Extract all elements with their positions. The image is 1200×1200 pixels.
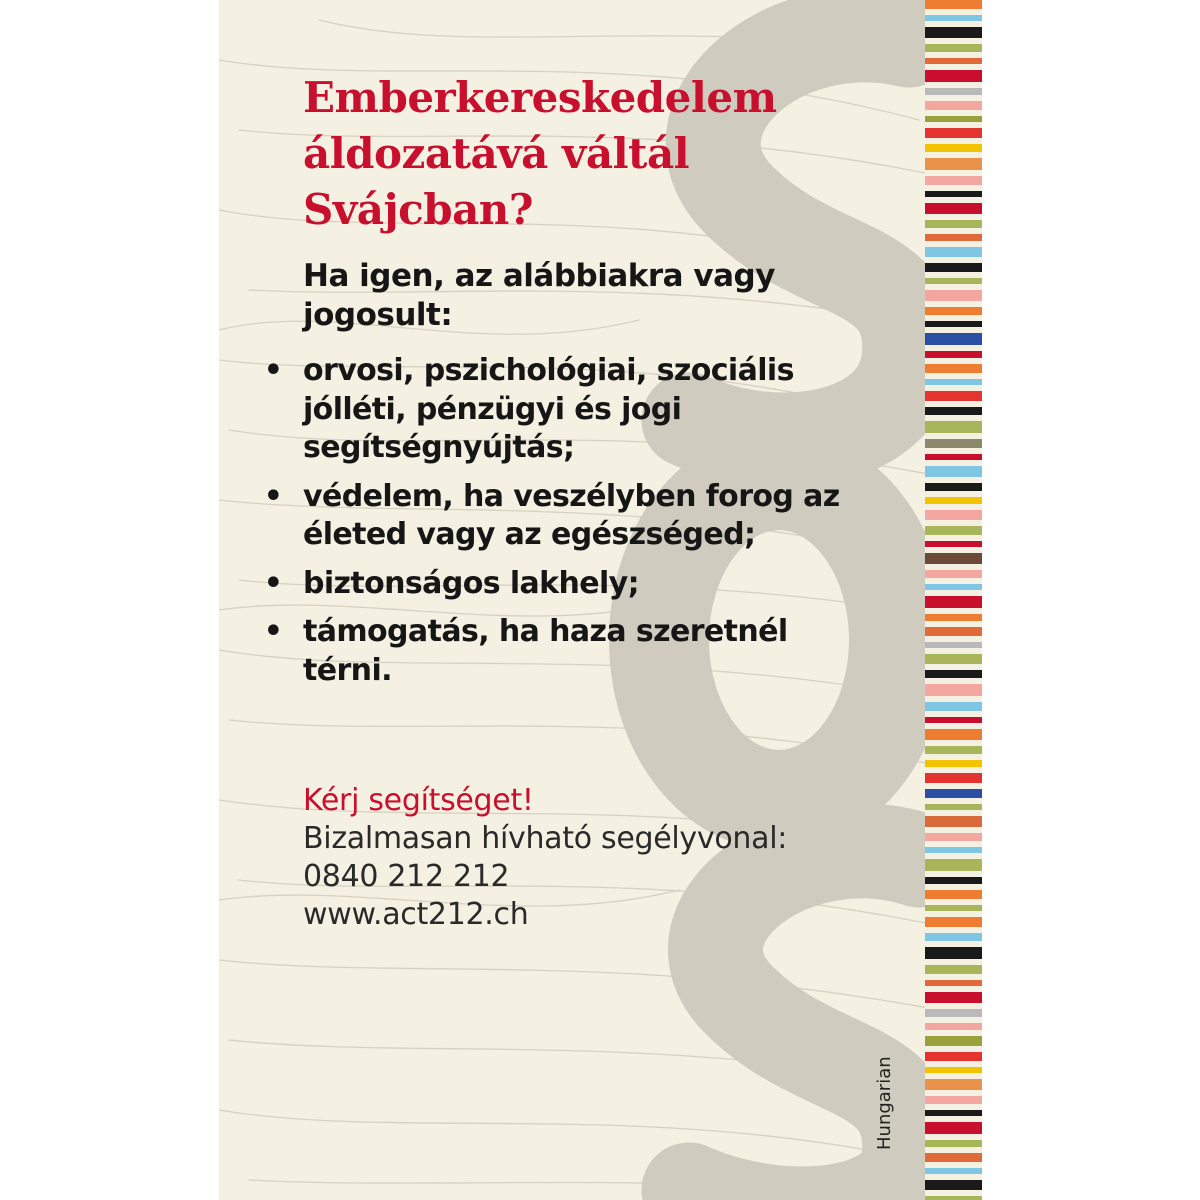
color-stripe	[925, 351, 982, 358]
color-stripe	[925, 1140, 982, 1147]
color-stripe	[925, 88, 982, 95]
color-stripe	[925, 702, 982, 711]
website-link[interactable]: www.act212.ch	[303, 897, 529, 932]
color-stripe	[925, 1079, 982, 1090]
color-stripe	[925, 220, 982, 228]
color-stripe	[925, 1009, 982, 1017]
color-stripe	[925, 1122, 982, 1134]
color-stripe	[925, 0, 982, 9]
list-item-text: támogatás, ha haza szeretnél térni.	[303, 614, 788, 688]
color-stripe	[925, 859, 982, 871]
intro-text: Ha igen, az alábbiakra vagy jogosult:	[303, 258, 775, 333]
color-stripe	[925, 947, 982, 959]
color-stripe	[925, 614, 982, 621]
language-label: Hungarian	[874, 1056, 895, 1150]
color-stripe	[925, 642, 982, 648]
color-stripe	[925, 307, 982, 315]
list-item	[263, 352, 883, 468]
color-stripe	[925, 407, 982, 415]
list-item-text: orvosi, pszichológiai, szociális jólléti, pénzügyi és jogi segítségnyújtás;	[303, 353, 794, 465]
list-item	[263, 613, 883, 690]
color-stripe	[925, 684, 982, 696]
color-stripe	[925, 1196, 982, 1200]
color-stripe	[925, 1168, 982, 1174]
color-stripe	[925, 804, 982, 810]
hotline-label: Bizalmasan hívható segélyvonal:	[303, 821, 788, 856]
rights-list	[263, 352, 883, 700]
color-stripe	[925, 421, 982, 433]
color-stripe	[925, 553, 982, 564]
headline-line: Svájcban?	[303, 185, 533, 234]
color-stripe	[925, 483, 982, 491]
color-stripe	[925, 905, 982, 911]
color-stripe	[925, 1180, 982, 1190]
color-stripe	[925, 128, 982, 138]
color-stripe	[925, 773, 982, 783]
color-stripe	[925, 101, 982, 110]
color-stripe	[925, 729, 982, 740]
color-stripe	[925, 203, 982, 214]
color-stripe	[925, 466, 982, 477]
headline-line: áldozatává váltál	[303, 129, 690, 178]
color-stripe	[925, 176, 982, 185]
color-stripe	[925, 379, 982, 385]
call-to-action: Kérj segítséget!	[303, 783, 534, 818]
color-stripe	[925, 670, 982, 678]
color-stripe	[925, 760, 982, 767]
color-stripe	[925, 992, 982, 1003]
headline	[303, 70, 777, 238]
color-stripe	[925, 391, 982, 401]
color-stripe	[925, 627, 982, 636]
color-stripe	[925, 877, 982, 884]
color-stripe	[925, 847, 982, 853]
color-stripe	[925, 158, 982, 170]
list-item	[263, 478, 883, 555]
color-stripe	[925, 980, 982, 986]
contact-block	[303, 782, 787, 934]
color-stripe	[925, 1110, 982, 1116]
list-item-text: biztonságos lakhely;	[303, 565, 640, 601]
color-stripe	[925, 654, 982, 664]
color-stripe	[925, 234, 982, 241]
color-stripe	[925, 70, 982, 82]
color-stripe	[925, 917, 982, 927]
color-stripe	[925, 833, 982, 841]
color-stripe	[925, 1023, 982, 1030]
color-stripe	[925, 526, 982, 535]
color-stripe	[925, 15, 982, 21]
color-stripe	[925, 278, 982, 284]
color-stripe	[925, 570, 982, 578]
color-stripe	[925, 321, 982, 327]
color-stripe	[925, 890, 982, 899]
color-stripe	[925, 1036, 982, 1046]
color-stripe	[925, 454, 982, 460]
color-stripe	[925, 596, 982, 608]
color-stripe	[925, 191, 982, 197]
list-item-text: védelem, ha veszélyben forog az életed vagy az egészséged;	[303, 478, 840, 552]
color-stripe	[925, 746, 982, 754]
color-stripe	[925, 27, 982, 38]
color-stripe	[925, 584, 982, 590]
color-stripe	[925, 364, 982, 373]
color-stripe	[925, 290, 982, 301]
color-stripe	[925, 333, 982, 345]
color-stripe	[925, 116, 982, 122]
color-stripe	[925, 1153, 982, 1162]
color-stripe	[925, 58, 982, 64]
phone-number[interactable]: 0840 212 212	[303, 859, 510, 894]
color-stripe	[925, 144, 982, 152]
color-stripe	[925, 541, 982, 547]
bullet-icon: •	[263, 353, 283, 388]
color-stripe	[925, 497, 982, 504]
bullet-icon: •	[263, 478, 283, 514]
color-stripe	[925, 44, 982, 52]
color-stripe	[925, 1052, 982, 1061]
color-stripe	[925, 816, 982, 827]
color-stripe	[925, 1067, 982, 1073]
color-stripe	[925, 965, 982, 974]
flyer-card	[219, 0, 982, 1200]
color-stripe	[925, 510, 982, 520]
color-stripe	[925, 247, 982, 257]
color-stripe	[925, 263, 982, 272]
list-item	[263, 565, 883, 604]
headline-line: Emberkereskedelem	[303, 73, 777, 122]
color-stripe	[925, 439, 982, 448]
color-stripe	[925, 789, 982, 798]
color-stripe	[925, 1096, 982, 1104]
color-stripe-band	[925, 0, 982, 1200]
bullet-icon: •	[263, 565, 283, 601]
bullet-icon: •	[263, 614, 283, 649]
color-stripe	[925, 717, 982, 723]
color-stripe	[925, 933, 982, 941]
